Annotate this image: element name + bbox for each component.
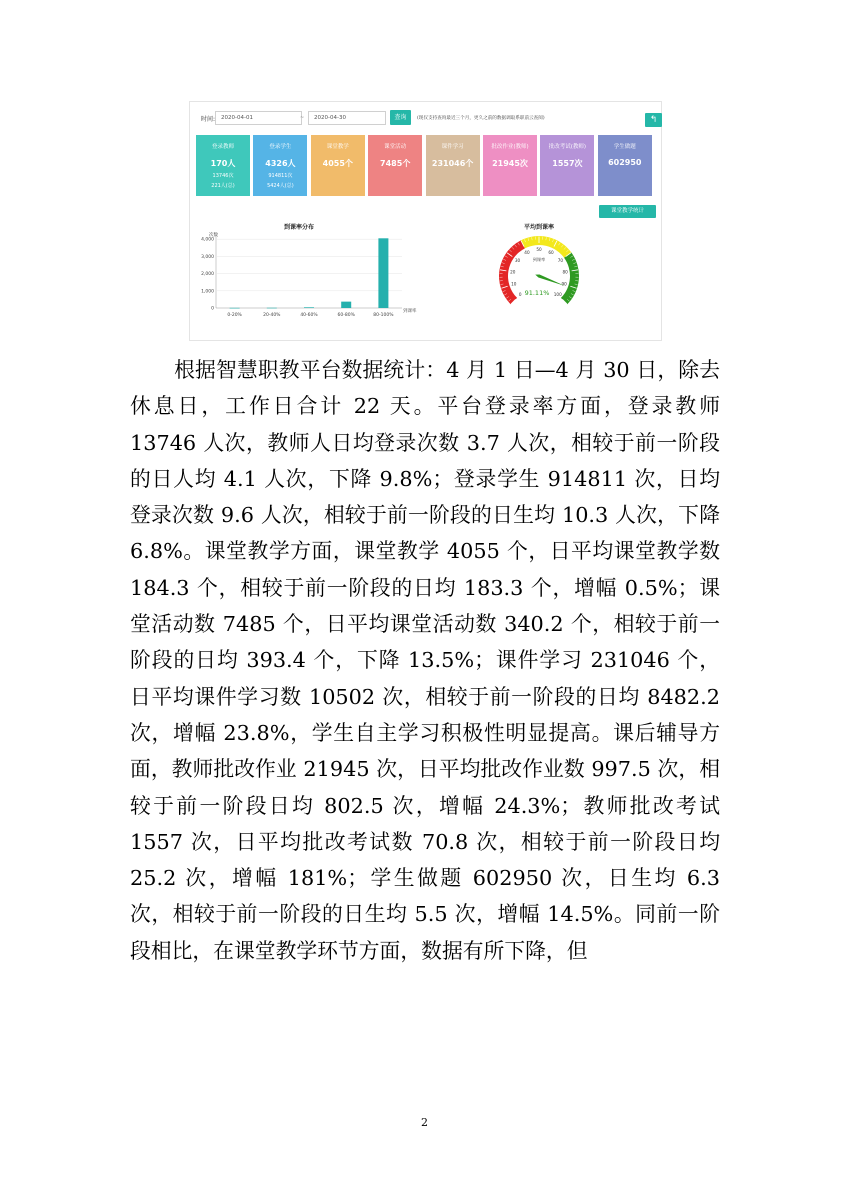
stat-card[interactable] bbox=[196, 135, 250, 196]
bar bbox=[304, 307, 314, 308]
bar bbox=[267, 308, 277, 309]
gauge-tick-label: 60 bbox=[548, 249, 554, 255]
date-filter-label: 时间: bbox=[201, 116, 216, 123]
stat-card[interactable] bbox=[598, 135, 652, 196]
x-tick-label: 40-60% bbox=[300, 313, 318, 318]
end-date-field[interactable]: 2020-04-30 bbox=[308, 111, 386, 125]
card-sub-total: 221人(总) bbox=[211, 183, 235, 189]
card-sub-count: 914811次 bbox=[268, 173, 293, 179]
y-tick-label: 0 bbox=[211, 306, 214, 312]
card-value: 231046个 bbox=[431, 159, 474, 168]
card-title: 课堂教学 bbox=[326, 144, 349, 150]
y-tick-label: 2,000 bbox=[201, 272, 214, 278]
card-title: 批改考试(教师) bbox=[548, 144, 587, 150]
stat-card[interactable] bbox=[426, 135, 480, 196]
classroom-stats-button[interactable]: 课堂教学统计 bbox=[599, 205, 656, 218]
gauge-tick-label: 100 bbox=[553, 292, 562, 298]
chart-title: 到课率分布 bbox=[283, 224, 315, 231]
gauge-band bbox=[561, 252, 579, 304]
x-tick-label: 80-100% bbox=[373, 313, 394, 318]
card-value: 7485个 bbox=[380, 159, 411, 168]
gauge-title: 平均到课率 bbox=[523, 224, 555, 231]
x-axis-label: 到课率 bbox=[403, 309, 417, 314]
gauge-tick-label: 20 bbox=[510, 269, 516, 275]
card-value: 4055个 bbox=[322, 159, 353, 168]
gauge-tick-label: 10 bbox=[511, 281, 517, 287]
date-range-separator: ~ bbox=[300, 115, 305, 121]
gauge-value: 91.11% bbox=[524, 289, 550, 297]
paragraph-text: 根据智慧职教平台数据统计：4 月 1 日—4 月 30 日，除去休息日，工作日合计 22 天。平台登录率方面，登录教师 13746 人次，教师人日均登录次数 3.7 人次，相较于前一阶段的日人均 4.1 人次，下降 9.8%；登录学生 914811 次，日均登录次数 9.6 人次，相较于前一阶段的日生均 10.3 人次，下降 6.8%。课堂教学方面，课堂教学 4055 个，日平均课堂教学数 184.3 个，相较于前一阶段的日均 183.3 个，增幅 0.5%；课堂活动数 7485 个，日平均课堂活动数 340.2 个，相较于前一阶段的日均 393.4 个，下降 13.5%；课件学习 231046 个，日平均课件学习数 10502 次，相较于前一阶段的日均 8482.2 次，增幅 23.8%，学生自主学习积极性明显提高。课后辅导方面，教师批改作业 21945 次，日平均批改作业数 997.5 次，相较于前一阶段日均 802.5 次，增幅 24.3%；教师批改考试 1557 次，日平均批改考试数 70.8 次，相较于前一阶段日均 25.2 次，增幅 181%；学生做题 602950 次，日生均 6.3 次，相较于前一阶段的日生均 5.5 次，增幅 14.5%。同前一阶段相比，在课堂教学环节方面，数据有所下降，但 bbox=[130, 358, 720, 963]
query-button[interactable]: 查询 bbox=[390, 110, 411, 125]
bar bbox=[341, 302, 351, 308]
stat-card[interactable] bbox=[483, 135, 537, 196]
card-title: 学生做题 bbox=[613, 144, 636, 150]
bar bbox=[378, 238, 388, 308]
gauge-tick-label: 30 bbox=[514, 257, 521, 263]
gauge-tick-label: 0 bbox=[518, 292, 522, 298]
card-value: 170人 bbox=[210, 159, 236, 168]
card-value: 602950 bbox=[608, 158, 642, 167]
gauge-tick-label: 50 bbox=[536, 247, 542, 252]
x-tick-label: 0-20% bbox=[227, 313, 242, 318]
back-button[interactable] bbox=[645, 113, 662, 127]
y-tick-label: 3,000 bbox=[201, 254, 214, 260]
gauge-tick-label: 90 bbox=[561, 281, 567, 287]
gauge-needle bbox=[535, 275, 565, 287]
gauge-tick-label: 40 bbox=[524, 249, 530, 255]
card-value: 21945次 bbox=[492, 159, 528, 168]
card-sub-total: 5424人(总) bbox=[267, 183, 294, 189]
card-title: 课件学习 bbox=[441, 144, 464, 150]
dashboard-screenshot bbox=[189, 101, 662, 341]
stat-card[interactable] bbox=[368, 135, 422, 196]
gauge-tick-label: 80 bbox=[562, 269, 568, 275]
attendance-distribution-chart bbox=[194, 220, 424, 338]
card-sub-count: 13746次 bbox=[212, 173, 234, 179]
stat-card[interactable] bbox=[311, 135, 365, 196]
card-title: 登录教师 bbox=[211, 144, 234, 150]
x-tick-label: 20-40% bbox=[263, 313, 281, 318]
card-title: 登录学生 bbox=[269, 144, 292, 150]
back-arrow-icon: ↰ bbox=[649, 115, 658, 125]
query-range-note: (现仅支持查询最近三个月，更久之前的数据调取系职前云查阅) bbox=[417, 116, 545, 121]
x-tick-label: 60-80% bbox=[337, 313, 355, 318]
card-title: 课堂活动 bbox=[384, 144, 407, 150]
y-tick-label: 4,000 bbox=[201, 237, 214, 243]
y-axis-label: 次数 bbox=[209, 233, 218, 238]
report-paragraph bbox=[130, 352, 720, 969]
page-number: 2 bbox=[421, 1116, 428, 1129]
gauge-label: 到课率 bbox=[532, 257, 546, 262]
start-date-field[interactable]: 2020-04-01 bbox=[215, 111, 302, 125]
stat-card[interactable] bbox=[540, 135, 594, 196]
average-attendance-gauge bbox=[487, 220, 597, 320]
card-value: 4326人 bbox=[265, 159, 296, 168]
stat-card[interactable] bbox=[253, 135, 307, 196]
y-tick-label: 1,000 bbox=[201, 289, 214, 295]
card-value: 1557次 bbox=[552, 159, 583, 168]
card-title: 批改作业(教师) bbox=[491, 144, 529, 150]
gauge-tick-label: 70 bbox=[557, 257, 564, 263]
bar bbox=[230, 308, 240, 309]
